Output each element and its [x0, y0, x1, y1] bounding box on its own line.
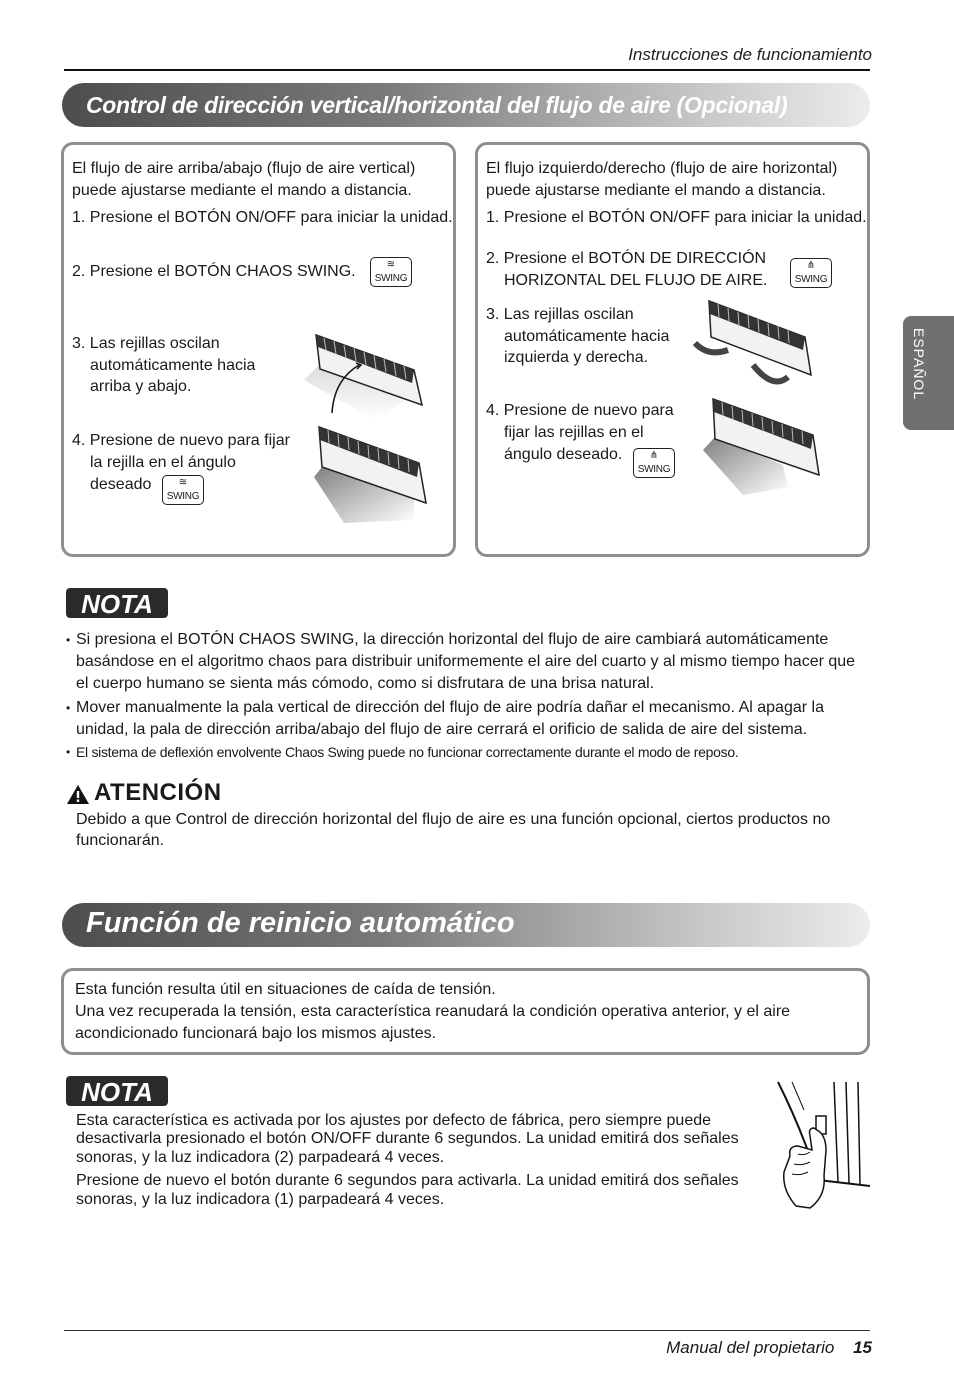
- auto-restart-box: [61, 968, 870, 1055]
- vertical-step-3-line3: arriba y abajo.: [90, 378, 192, 395]
- nota-bullet-1: • Si presiona el BOTÓN CHAOS SWING, la dirección horizontal del flujo de aire cambiará automáticamente basándose en el algoritmo chaos para distribuir uniformemente el aire del cuarto y al mismo tiempo hacer que el cuerpo humano se sienta más cómodo, como si disfrutara de una brisa natural.: [76, 629, 866, 695]
- nota-bullet-1-line3: el cuerpo humano se sienta más cómodo, como si disfrutara de una brisa natural.: [76, 675, 655, 692]
- nota-badge: [66, 588, 168, 618]
- nota-bullet-3: • El sistema de deflexión envolvente Chaos Swing puede no funcionar correctamente durante el modo de reposo.: [76, 741, 866, 763]
- swing-button-label: SWING: [166, 491, 200, 502]
- horizontal-intro-line2: puede ajustarse mediante el mando a distancia.: [486, 182, 826, 199]
- vertical-step-4-line1: 4. Presione de nuevo para fijar: [72, 432, 290, 449]
- vertical-intro-line1: El flujo de aire arriba/abajo (flujo de aire vertical): [72, 160, 416, 177]
- vertical-step-4-line3: deseado: [90, 476, 152, 493]
- nota-bullet-1-line1: Si presiona el BOTÓN CHAOS SWING, la dirección horizontal del flujo de aire cambiará automáticamente: [76, 631, 829, 648]
- swing-button-label: SWING: [637, 464, 671, 475]
- horizontal-swing-button-icon: [790, 258, 832, 288]
- auto-restart-line1: Esta función resulta útil en situaciones de caída de tensión.: [75, 981, 496, 998]
- nota-bullet-2-line1: Mover manualmente la pala vertical de dirección del flujo de aire podría dañar el mecanismo. Al apagar la: [76, 699, 824, 716]
- chaos-swing-button-icon: [162, 475, 204, 505]
- vertical-intro-line2: puede ajustarse mediante el mando a distancia.: [72, 182, 412, 199]
- auto-restart-line3: acondicionado funcionará bajo los mismos ajustes.: [75, 1025, 437, 1042]
- swing-fan-icon: ⋔: [649, 450, 659, 461]
- footer-title: Manual del propietario: [666, 1338, 835, 1357]
- vertical-flow-box: [61, 142, 456, 557]
- auto-restart-line2: Una vez recuperada la tensión, esta característica reanudará la condición operativa anterior, y el aire: [75, 1003, 791, 1020]
- horizontal-step-3-line2: automáticamente hacia: [504, 328, 670, 345]
- horizontal-swing-button-icon: [633, 448, 675, 478]
- nota-badge: [66, 1076, 168, 1106]
- vertical-step-1: 1. Presione el BOTÓN ON/OFF para iniciar la unidad.: [72, 209, 453, 226]
- section-banner-airflow: [62, 83, 870, 127]
- vertical-step-2: 2. Presione el BOTÓN CHAOS SWING.: [72, 263, 356, 280]
- section-title-auto-restart: Función de reinicio automático: [86, 907, 515, 939]
- vertical-step-3-line2: automáticamente hacia: [90, 357, 256, 374]
- chaos-swing-button-icon: [370, 257, 412, 287]
- nota-bullet-2: • Mover manualmente la pala vertical de dirección del flujo de aire podría dañar el mecanismo. Al apagar la unidad, la pala de dirección arriba/abajo del flujo de aire cerrará el orificio de salida de aire del sistema.: [76, 697, 866, 741]
- ac-unit-horizontal-swing-illustration: [693, 295, 818, 390]
- vertical-step-3-line1: 3. Las rejillas oscilan: [72, 335, 220, 352]
- swing-wave-icon: ≋: [386, 259, 396, 270]
- swing-fan-icon: ⋔: [806, 260, 816, 271]
- hand-pressing-button-illustration: [774, 1080, 870, 1212]
- swing-wave-icon: ≋: [178, 477, 188, 488]
- nota-badge-label: NOTA: [81, 589, 153, 619]
- footer-rule: [64, 1330, 870, 1331]
- horizontal-step-2-line2: HORIZONTAL DEL FLUJO DE AIRE.: [504, 272, 768, 289]
- nota-bullet-3-line1: El sistema de deflexión envolvente Chaos Swing puede no funcionar correctamente durante el modo de reposo.: [76, 744, 739, 760]
- swing-button-label: SWING: [374, 273, 408, 284]
- horizontal-step-4-line2: fijar las rejillas en el: [504, 424, 644, 441]
- swing-button-label: SWING: [794, 274, 828, 285]
- nota2-para2-line1: Presione de nuevo el botón durante 6 segundos para activarla. La unidad emitirá dos señales: [76, 1172, 739, 1189]
- atencion-text-line1: Debido a que Control de dirección horizontal del flujo de aire es una función opcional, ciertos productos no: [76, 811, 831, 828]
- horizontal-step-3-line1: 3. Las rejillas oscilan: [486, 306, 634, 323]
- nota2-para1-line3: sonoras, y la luz indicadora (2) parpadeará 4 veces.: [76, 1149, 445, 1166]
- footer: [666, 1338, 872, 1358]
- atencion-heading: ATENCIÓN: [94, 779, 222, 806]
- nota2-para2-line2: sonoras, y la luz indicadora (1) parpadeará 4 veces.: [76, 1191, 445, 1208]
- ac-unit-vertical-swing-illustration: [304, 325, 429, 420]
- warning-triangle-icon: [66, 784, 90, 805]
- ac-unit-fixed-horizontal-illustration: [693, 395, 823, 500]
- nota-badge-label: NOTA: [81, 1077, 153, 1107]
- running-header: Instrucciones de funcionamiento: [628, 45, 872, 64]
- section-banner-auto-restart: [62, 903, 870, 947]
- language-tab-label: ESPAÑOL: [911, 328, 927, 401]
- horizontal-step-3-line3: izquierda y derecha.: [504, 349, 649, 366]
- nota2-para1-line2: desactivarla presionado el botón ON/OFF durante 6 segundos. La unidad emitirá dos señales: [76, 1130, 739, 1147]
- horizontal-flow-box: [475, 142, 870, 557]
- page-number: 15: [853, 1338, 872, 1357]
- horizontal-step-2-line1: 2. Presione el BOTÓN DE DIRECCIÓN: [486, 250, 767, 267]
- section-title-airflow: Control de dirección vertical/horizontal del flujo de aire (Opcional): [86, 92, 788, 118]
- ac-unit-fixed-angle-illustration: [304, 425, 429, 525]
- horizontal-step-1: 1. Presione el BOTÓN ON/OFF para iniciar la unidad.: [486, 209, 867, 226]
- language-tab: [903, 316, 954, 430]
- header-rule: [64, 69, 870, 71]
- atencion-text-line2: funcionarán.: [76, 832, 165, 849]
- nota-bullet-1-line2: basándose en el algoritmo chaos para distribuir uniformemente el aire del cuarto y al mismo tiempo hacer que: [76, 653, 856, 670]
- horizontal-step-4-line3: ángulo deseado.: [504, 446, 623, 463]
- nota-bullet-2-line2: unidad, la pala de dirección arriba/abajo del flujo de aire cerrará el orificio de salida de aire del sistema.: [76, 721, 808, 738]
- horizontal-step-4-line1: 4. Presione de nuevo para: [486, 402, 674, 419]
- nota2-para1-line1: Esta característica es activada por los ajustes por defecto de fábrica, pero siempre puede: [76, 1112, 712, 1129]
- horizontal-intro-line1: El flujo izquierdo/derecho (flujo de aire horizontal): [486, 160, 838, 177]
- vertical-step-4-line2: la rejilla en el ángulo: [90, 454, 236, 471]
